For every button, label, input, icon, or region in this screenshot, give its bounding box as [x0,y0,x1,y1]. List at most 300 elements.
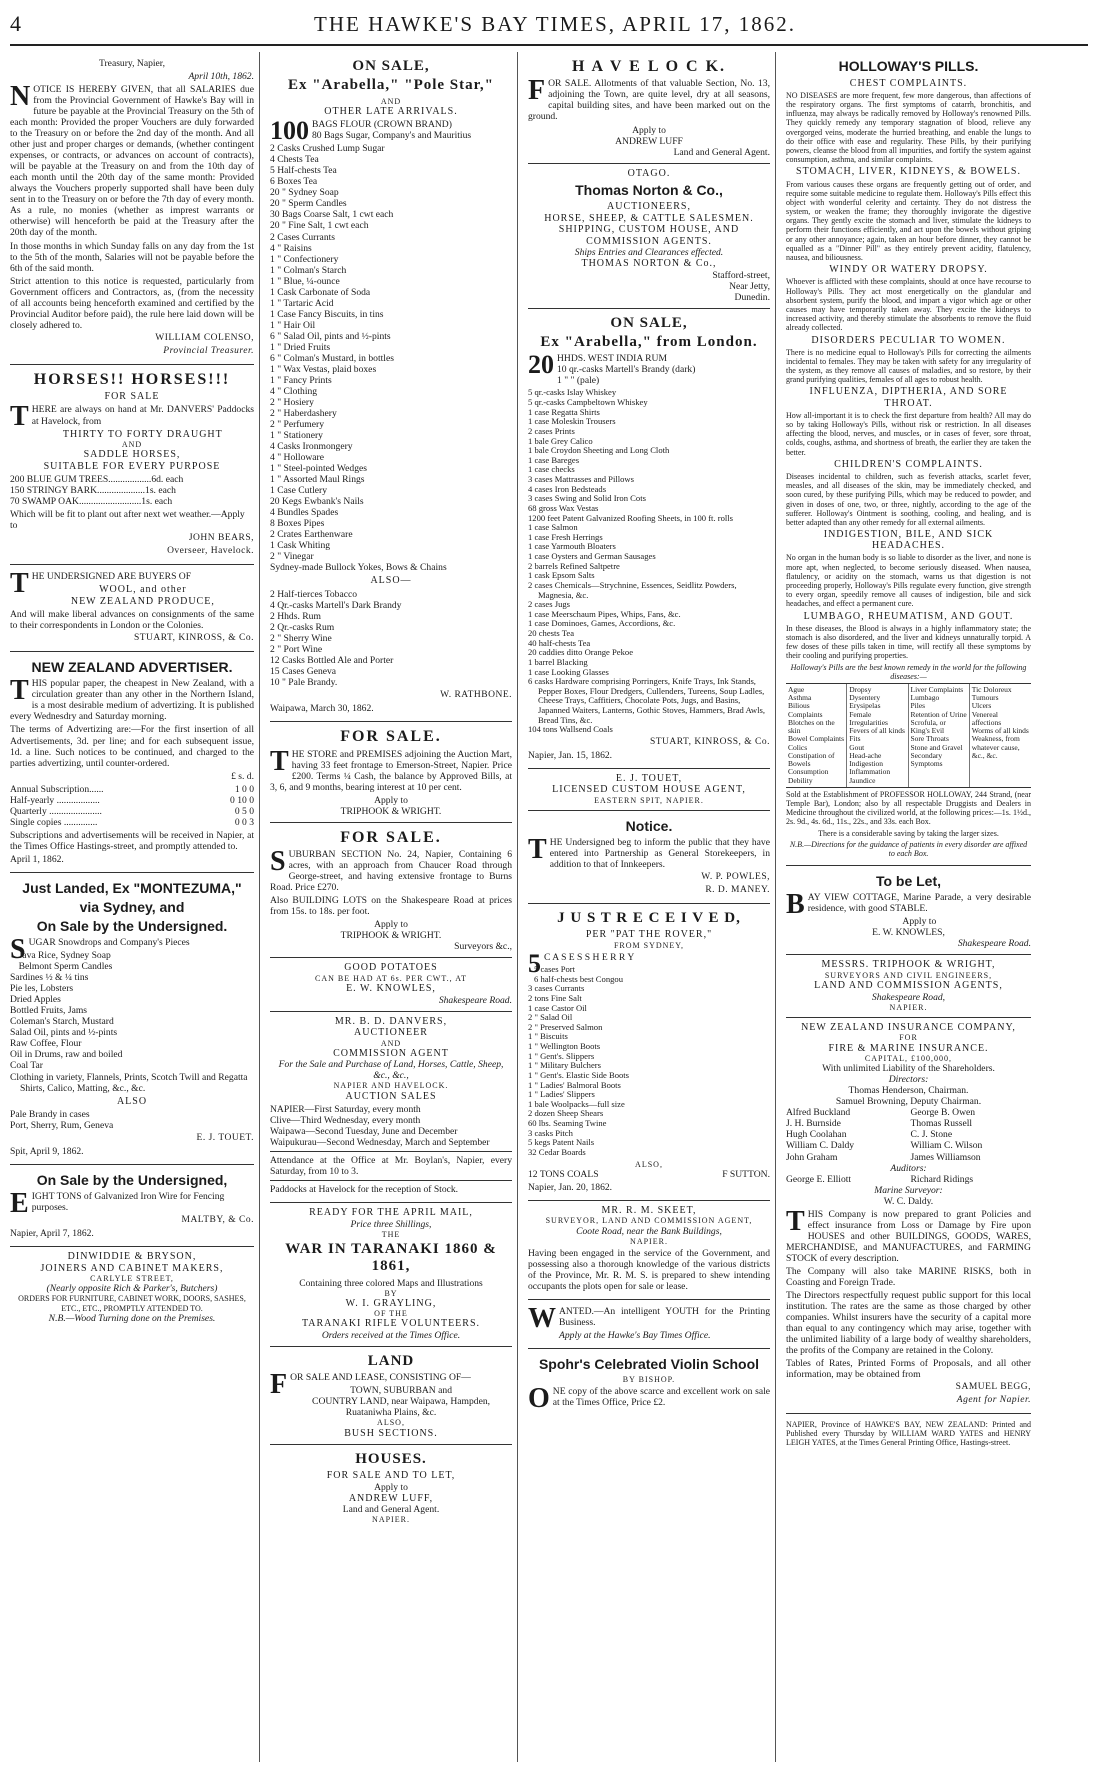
list-item: 1 case Dominoes, Games, Accordions, &c. [528,618,676,629]
goods-list [10,950,254,1093]
ad-line: Containing three colored Maps and Illustrations [299,1277,483,1289]
list-item: 3 cases Mattrasses and Pillows [528,474,634,485]
table-cell: Gout [849,742,865,752]
signature-role: Provincial Treasurer. [163,345,254,356]
page-number: 4 [10,11,22,36]
ad-heading: Just Landed, Ex "MONTEZUMA," [22,879,242,896]
table-cell: Weakness, from whatever cause, &c., &c. [971,734,1020,760]
ad-line: OTAGO. [627,167,671,179]
rate-row [10,817,254,828]
section-heading: LUMBAGO, RHEUMATISM, AND GOUT. [803,610,1014,622]
list-item: Oil in Drums, raw and boiled [10,1049,123,1061]
ad-line: OTHER LATE ARRIVALS. [324,105,458,117]
ad-body: OR SALE. Allotments of that valuable Section, No. 13, adjoining the Town, are quite level, dry at all seasons, capital building sites, and have been marked out on the ground. [528,78,770,123]
rate-value: 0 10 0 [230,794,254,806]
treasury-notice [10,52,254,365]
list-item: George B. Owen [910,1107,976,1119]
list-item: 1 " Blue, ¼-ounce [270,275,340,287]
apply-line: Apply at the Hawke's Bay Times Office. [559,1329,711,1341]
list-item: 1 case Salmon [528,522,578,533]
ad-body: Diseases incidental to children, such as feverish attacks, scarlet fever, measles, and all diseases of the skin, may be immediately checked, and soon cured, by these purifying Pills, which may be reduced to powder, and given in doses of one, two, or three, nightly, according to the age of the sufferer. Holloway's Ointment is soothing, cooling, and healing, and is better adapted than any other remedy for all external ailments. [786,471,1031,527]
ad-heading: via Sydney, and [79,898,185,915]
list-item: 2 " Preserved Salmon [528,1021,603,1032]
section-heading: STOMACH, LIVER, KIDNEYS, & BOWELS. [796,166,1021,178]
list-item: C. J. Stone [910,1129,953,1141]
list-item: 1 " Colman's Starch [270,264,347,276]
ad-line: Orders received at the Times Office. [321,1329,461,1341]
ad-line: MR. B. D. DANVERS, [334,1015,448,1027]
table-cell: Fits [849,734,861,744]
signature: STUART, KINROSS, & Co. [649,736,770,747]
ad-body: OR SALE AND LEASE, CONSISTING OF— [290,1372,471,1384]
drop-cap: T [270,745,289,777]
imprint [786,1414,1031,1455]
ad-line: E. W. KNOWLES, [346,983,436,995]
ad-body: ANTED.—An intelligent YOUTH for the Printing Business. [559,1305,770,1328]
list-item: Pie les, Lobsters [10,983,74,995]
table-cell: Consumption [788,767,829,777]
ad-line: Samuel Browning, Deputy Chairman. [835,1096,982,1108]
ad-body: The Company will also take MARINE RISKS, both in Coasting and Foreign Trade. [786,1265,1031,1288]
diseases-column [970,684,1031,787]
goods-list [270,589,512,688]
signature: W. RATHBONE. [440,690,512,701]
table-cell: Bilious Complaints [788,701,823,719]
ad-line: HORSE, SHEEP, & CATTLE SALESMEN. [544,212,754,224]
list-item: 1 " Fancy Prints [270,374,332,386]
danvers-ad [270,1012,512,1204]
table-cell: Constipation of Bowels [788,750,835,769]
list-item: 12 Casks Bottled Ale and Porter [270,655,394,667]
ad-line: CAPITAL, £100,000, [864,1054,953,1064]
land-ad [270,1347,512,1445]
list-item: 1 bale Croydon Sheeting and Long Cloth [528,445,670,456]
ad-line: AND [380,96,402,106]
table-cell: Dysentery [849,693,881,703]
ad-terms: The terms of Advertizing are:—For the first insertion of all Advertisements, 3d. per line; and for each subsequent issue, 1d. a line. Such notices to be continued, and charged to the parties advertizing, until counter-ordered. [10,724,254,769]
havelock-ad [528,52,770,164]
drop-cap: S [270,846,286,878]
list-item: 1 " Military Bulchers [528,1060,601,1071]
ad-line: NAPIER. [889,1002,928,1012]
apply-line: Apply to [632,124,666,136]
ad-line: Coote Road, near the Bank Buildings, [576,1225,722,1237]
ad-line: With unlimited Liability of the Shareholders. [822,1063,995,1075]
list-item: 1 cask Epsom Salts [528,570,595,581]
section-heading: CHEST COMPLAINTS. [849,77,968,89]
ad-date: Napier, Jan. 15, 1862. [528,749,613,761]
list-item: 5 cases Port [534,964,576,975]
list-item: 1 bale Grey Calico [528,435,593,446]
ad-heading: To be Let, [875,873,942,890]
montezuma-ad [10,873,254,1165]
ad-line: AUCTIONEER [354,1027,428,1039]
list-item: 20 " Fine Salt, 1 cwt each [270,220,369,232]
list-item: 1 case checks [528,464,575,475]
rates-header: £ s. d. [231,770,254,782]
signature-role: Land and General Agent. [673,146,770,158]
list-item: 4 " Holloware [270,452,325,464]
table-cell: Bowel Complaints [788,734,845,744]
ad-line: HE UNDERSIGNED ARE BUYERS OF [31,571,192,583]
drop-number: 100 [270,116,309,146]
list-item: Thomas Russell [910,1118,973,1130]
ad-line: NEW ZEALAND PRODUCE, [70,595,215,607]
list-item: Bottled Fruits, Jams [10,1005,88,1017]
list-item: 1200 feet Patent Galvanized Roofing Sheets, in 100 ft. rolls [528,512,734,523]
rate-label: Half-yearly .................. [10,794,100,806]
ad-body: NO DISEASES are more frequent, few more dangerous, than affections of the respiratory organs. The first symptoms of catarrh, bronchitis, and influenza, may always be radically removed by Holloway's renowned Pills. They quickly remedy any temporary stagnation of blood, relieve any overgorged veins, moderate the hurried breathing, and enable the lungs to do their office with ease and regularity. These Pills, by their purifying powers, cleanse the blood from all impurities, and fortify the system against consumption, asthma, and similar complaints. [786,90,1031,165]
list-item: Salad Oil, pints and ½-pints [10,1027,118,1039]
ad-line: Near Jetty, [729,280,770,292]
list-item: Raw Coffee, Flour [10,1038,82,1050]
signature: E. J. TOUET. [196,1133,254,1144]
directors-list [786,1107,1031,1162]
ad-heading: Notice. [625,818,673,835]
ad-body: Also BUILDING LOTS on the Shakespeare Road at prices from 15s. to 18s. per foot. [270,895,512,918]
table-cell: Female Irregularities [849,709,888,727]
ad-line: JOINERS AND CABINET MAKERS, [40,1262,224,1274]
list-item: 6 " Colman's Mustard, in bottles [270,352,394,364]
partnership-notice [528,811,770,904]
ad-line: Stafford-street, [712,269,770,281]
ad-heading: H A V E L O C K. [571,58,727,75]
ad-heading: FOR SALE. [340,828,442,846]
list-item: 4 Casks Ironmongery [270,441,353,453]
ad-line: PER "PAT THE ROVER," [585,929,713,941]
list-item: 1 case Looking Glasses [528,666,609,677]
signature: MALTBY, & Co. [181,1215,254,1226]
signature: R. D. MANEY. [705,885,770,896]
list-item: 4 Chests Tea [270,154,319,166]
list-item: 60 lbs. Seaming Twine [528,1118,607,1129]
rate-row [10,795,254,806]
also-label: ALSO— [370,575,412,587]
list-item: 68 gross Wax Vestas [528,502,599,513]
store-for-sale-ad [270,722,512,823]
goods-list [528,388,770,735]
ad-line: Shakespeare Road. [438,994,512,1006]
list-item: 1 Cask Whiting [270,540,331,552]
list-item: 1 " Stationery [270,430,323,442]
list-item: 150 STRINGY BARK....................1s. each [10,485,176,497]
also-label: ALSO, [635,1159,663,1169]
list-item: J. H. Burnside [786,1118,841,1130]
iron-wire-ad [10,1165,254,1247]
list-item: 6 casks Hardware comprising Porringers, Knife Trays, Ink Stands, Pepper Boxes, Flour Dredgers, Cullenders, Tureens, Soup Ladles, Cheese Trays, Caffitiers, Chocolate Pots, Jugs, and Basins, Japanned Waiters, Lanterns, Gothic Stoves, Hammers, Brad Awls, Bread Tins, &c. [528,676,766,725]
table-cell: Debility [788,775,813,785]
suburban-for-sale-ad [270,823,512,959]
thomas-norton-ad [528,164,770,309]
table-cell: Scrofula, or King's Evil [910,717,946,736]
list-item: 10 qr.-casks Martell's Brandy (dark) [557,364,696,376]
list-item: 1 " Gent's. Elastic Side Boots [528,1069,630,1080]
ad-body: Attendance at the Office at Mr. Boylan's, Napier, every Saturday, from 10 to 3. [270,1155,512,1178]
rate-row [10,806,254,817]
ad-body: HERE are always on hand at Mr. DANVERS' Paddocks at Havelock, from [31,404,254,427]
list-item: 3 casks Pitch [528,1127,573,1138]
list-item: Waipawa—Second Tuesday, June and December [270,1126,458,1138]
rate-value: 0 0 3 [234,816,254,828]
list-item: 200 BLUE GUM TREES..................6d. each [10,474,184,486]
list-item: 1 Case Fancy Biscuits, in tins [270,308,384,320]
list-item: Hugh Coolahan [786,1129,847,1141]
dinwiddie-ad [10,1247,254,1329]
ad-heading: LAND [367,1352,415,1369]
list-item: 1 " " (pale) [557,375,600,387]
ad-body: From various causes these organs are frequently getting out of order, and require some suitable medicine to regulate them. Holloway's Pills effect this object with wonderful celerity and certainty. They do not distress the system, or weaken the frame; they thoroughly invigorate the digestive organs. They gently excite the stomach and liver, stimulate the kidneys to perform their functions efficiently, and act upon the bowels without griping or any other annoyance; again, taken an hour before dinner, they cannot be equalled as a "Dinner Pill" as they entirely prevent acidity, flatulency, nausea, and biliousness. [786,179,1031,263]
list-item: 2 Crates Earthenware [270,529,353,541]
ad-heading: ON SALE, [610,314,688,331]
ad-line: THOMAS NORTON & Co., [581,258,717,270]
list-item: Coal Tar [10,1060,43,1072]
ad-line: Land and General Agent. [342,1504,440,1516]
ad-line: OF THE [374,1309,408,1319]
ad-line: NAPIER AND HAVELOCK. [333,1081,449,1091]
drop-cap: N [10,81,31,113]
table-cell: Dropsy [849,684,872,694]
ad-heading: HOUSES. [355,1451,427,1468]
list-item: 1 Case Cutlery [270,485,328,497]
columns [10,46,1088,1762]
table-cell: Colics [788,742,808,752]
signature-role: Surveyors &c., [454,941,512,953]
ad-body: AY VIEW COTTAGE, Marine Parade, a very desirable residence, with good STABLE. [807,892,1031,915]
ad-line: TOWN, SUBURBAN and [350,1385,452,1397]
masthead [10,4,1088,46]
ad-line: LAND AND COMMISSION AGENTS, [814,980,1003,992]
table-cell: Ague [788,684,805,694]
ad-body: HE STORE and PREMISES adjoining the Auction Mart, having 33 feet frontage to Emerson-Street, Napier. Price £200. Terms ¼ Cash, the balance by Approved Bills, at 3, 6, and 9 months, bearing interest at 10 per cent. [270,748,512,793]
rate-label: Single copies .............. [10,816,98,828]
ad-heading: Ex "Arabella," "Pole Star," [288,77,494,94]
list-item: 2 Half-tierces Tobacco [270,588,358,600]
ad-heading: On Sale by the Undersigned, [36,1172,228,1189]
imprint-text: NAPIER, Province of HAWKE'S BAY, NEW ZEALAND: Printed and Published every Thursday by WILLIAM WARD YATES and HENRY LEIGH YATES, at the Times General Printing Office, Hastings-street. [786,1419,1031,1448]
list-item: 5 kegs Patent Nails [528,1137,595,1148]
table-cell: Ulcers [971,701,992,711]
list-item: 4 Qr.-casks Martell's Dark Brandy [270,600,402,611]
ad-line: ALSO, [377,1418,405,1428]
table-cell: Secondary Symptoms [910,750,943,769]
table-cell: Jaundice [849,775,876,785]
ad-line: Shakespeare Road, [871,991,946,1003]
ad-line: SURVEYOR, LAND AND COMMISSION AGENT, [545,1216,753,1226]
list-item: 1 case Regatta Shirts [528,406,600,417]
skeet-ad [528,1201,770,1300]
list-item: 2 tons Fine Salt [528,992,582,1003]
insurance-ad [786,1018,1031,1414]
houses-ad [270,1445,512,1530]
ad-heading: WAR IN TARANAKI 1860 & 1861, [285,1241,497,1275]
ad-body: Paddocks at Havelock for the reception of Stock. [270,1184,459,1196]
list-item: 1 " Biscuits [528,1031,568,1042]
column-3 [528,52,776,1762]
drop-cap: T [528,834,547,866]
list-item: 3 cases Currants [528,983,585,994]
ad-line: TARANAKI RIFLE VOLUNTEERS. [301,1318,481,1330]
ad-line: Apply to [374,1481,408,1493]
rate-label: Quarterly ...................... [10,805,102,817]
ad-heading: Spohr's Celebrated Violin School [538,1355,760,1372]
list-item: 2 " Hosiery [270,396,314,408]
diseases-column [786,684,847,787]
table-cell: Fevers of all kinds [849,726,905,736]
ad-line: FOR SALE AND TO LET, [326,1470,456,1482]
apply-line: Apply to [374,794,408,806]
ad-line: SURVEYORS AND CIVIL ENGINEERS, [824,970,993,980]
ad-date: Napier, April 7, 1862. [10,1228,94,1240]
ad-line: FROM SYDNEY, [613,940,685,950]
ad-line: BY BISHOP. [622,1375,676,1385]
list-item: 1 " Ladies' Slippers [528,1089,595,1100]
ad-line: SADDLE HORSES, [83,449,181,461]
list-item: 2 " Salad Oil [528,1012,573,1023]
ad-body: IGHT TONS of Galvanized Iron Wire for Fencing purposes. [31,1191,225,1214]
diseases-column [909,684,970,787]
ad-heading: On Sale by the Undersigned. [36,918,228,935]
list-item: 1 barrel Blacking [528,656,588,667]
rate-row [10,784,254,795]
list-item: 1 " Wellington Boots [528,1041,601,1052]
list-item: 1 case Meerschaum Pipes, Whips, Fans, &c. [528,608,681,619]
list-item: UGAR Snowdrops and Company's Pieces [28,937,190,949]
ad-date: April 1, 1862. [10,853,64,865]
ad-line: N.B.—Wood Turning done on the Premises. [48,1312,216,1324]
list-item: 4 Bundles Spades [270,507,339,519]
ad-line: COUNTRY LAND, near Waipawa, Hampden, Ruataniwha Plains, &c. [312,1396,491,1419]
list-item: 5 Half-chests Tea [270,165,337,177]
list-item: 5 qr.-casks Campbeltown Whiskey [528,397,648,408]
list-item: 1 Cask Carbonate of Soda [270,286,371,298]
ad-line: For the Sale and Purchase of Land, Horses, Cattle, Sheep, &c., &c., [278,1059,504,1082]
rate-value: 0 5 0 [234,805,254,817]
ad-line: GOOD POTATOES [344,962,438,974]
drop-cap: T [10,568,29,600]
ad-line: AND [121,440,143,450]
ad-line: Directors: [888,1074,929,1086]
ad-body: Whoever is afflicted with these complaints, should at once have recourse to Holloway's Pills. They act most energetically on the glandular and absorbent system, purify the blood, and impart a vigor which age or other causes may have temporarily taken away. They excite the kidneys to increased activity, and thereby stimulate the absorbents to remove the fluid already collected. [786,277,1031,333]
pat-the-rover-ad [528,904,770,1201]
coals-line [528,1169,770,1180]
ad-note: N.B.—Directions for the guidance of patients in every disorder are affixed to each Box. [789,839,1028,859]
list-item: Waipukurau—Second Wednesday, March and September [270,1137,490,1149]
list-item: Port, Sherry, Rum, Geneva [10,1120,114,1132]
list-item: 10 " Pale Brandy. [270,677,338,689]
ad-line: BUSH SECTIONS. [344,1427,438,1439]
holloway-pills-ad [786,52,1031,866]
ad-line: ORDERS FOR FURNITURE, CABINET WORK, DOORS, SASHES, ETC., ETC., PROMPTLY ATTENDED TO. [18,1294,246,1313]
signature-role: Overseer, Havelock. [167,546,254,557]
drop-cap: F [528,75,546,107]
triphook-wright-ad [786,955,1031,1017]
drop-cap: T [10,401,29,433]
column-1 [10,52,260,1762]
date: April 10th, 1862. [188,71,254,83]
table-cell: Blotches on the skin [788,717,835,736]
list-item: 8 Boxes Pipes [270,518,325,530]
notice-para: In those months in which Sunday falls on any day from the 1st to the 5th of the month, Salaries will not be payable before the 6th of the said month. [10,240,254,274]
list-item: 1 case Castor Oil [528,1002,587,1013]
signature: STUART, KINROSS, & Co. [133,633,254,644]
signature: TRIPHOOK & WRIGHT. [340,930,442,942]
sales-list [270,1104,512,1148]
ad-date: Waipawa, March 30, 1862. [270,703,374,715]
table-cell: Tic Doloreux [971,684,1012,694]
table-cell: Head-ache [849,750,882,760]
signature: SAMUEL BEGG, [955,1382,1031,1393]
table-cell: Retention of Urine [910,709,967,719]
list-item: 4 cases Iron Bedsteads [528,483,607,494]
ad-heading: ON SALE, [352,58,430,74]
list-item: Richard Ridings [910,1173,974,1185]
list-item: 2 dozen Sheep Shears [528,1108,604,1119]
list-item: 20 Kegs Ewbank's Nails [270,496,364,508]
newspaper-title: THE HAWKE'S BAY TIMES, APRIL 17, 1862. [314,11,796,36]
war-in-taranaki-ad [270,1203,512,1347]
ad-line: WOOL, and other [99,584,187,596]
signature-role: Shakespeare Road. [957,938,1031,950]
list-item: 15 Cases Geneva [270,666,337,678]
signature: JOHN BEARS, [188,533,254,544]
section-heading: INDIGESTION, BILE, AND SICK HEADACHES. [823,529,994,552]
table-cell: Lumbago [910,693,940,703]
list-item: 2 " Vinegar [270,551,314,563]
ad-line: MR. R. M. SKEET, [601,1204,697,1216]
ad-heading: FOR SALE. [340,728,442,746]
london-arabella-ad [528,309,770,769]
notice-para: Strict attention to this notice is requested, particularly from Government officers and Contractors, as, (from the necessity of all accounts being henceforth examined and certified by the Provincial Auditor before paid), the rule here laid down will be closely adhered to. [10,275,254,331]
table-cell: Tumours [971,693,999,703]
ad-body: Tables of Rates, Printed Forms of Proposals, and all other information, may be obtained from [786,1358,1031,1381]
list-item: 1 " Confectionery [270,253,339,265]
ad-note: Subscriptions and advertisements will be received in Napier, at the Times Office Hastings-street, and promptly attended to. [10,829,254,852]
drop-cap: F [270,1369,288,1401]
list-item: 4 " Raisins [270,242,312,254]
list-item: 12 TONS COALS [528,1168,599,1180]
list-item: 2 " Perfumery [270,419,325,431]
table-cell: Sore Throats [910,734,949,744]
list-item: 2 cases Prints [528,425,575,436]
list-item: Clothing in variety, Flannels, Prints, Scotch Twill and Regatta Shirts, Calico, Matting, &c., &c. [10,1071,248,1094]
ad-body: There is no medicine equal to Holloway's Pills for correcting the ailments incidental to females. They may be taken with safety for any irregularity of the system, as they remove all causes of maladies, and so restore, by their grand purifying qualities, females of all ages to robust health. [786,347,1031,385]
list-item: 20 chests Tea [528,628,575,639]
ad-body: In these diseases, the Blood is always in a highly inflammatory state; the stomach is also disordered, and the liver and kidneys unnaturally torpid. A few doses of these pills taken in time, will rectify all these symptoms by their cooling and purifying properties. [786,623,1031,661]
ad-heading: HOLLOWAY'S PILLS. [838,58,979,74]
list-item: 1 " Wax Vestas, plaid boxes [270,363,377,375]
section-heading: INFLUENZA, DIPTHERIA, AND SORE THROAT. [809,386,1008,409]
wool-buyers-ad [10,565,254,652]
ad-line: THIRTY TO FORTY DRAUGHT [62,428,223,440]
drop-number: 5 [528,949,541,979]
notice-body: OTICE IS HEREBY GIVEN, that all SALARIES due from the Provincial Government of Hawke's Bay will in future be payable at the Provincial Treasury on the 5th of each month: Provided the proper Vouchers are duly forwarded to the Treasury on or before the 2nd day of the month. And all other just and proper charges or demands, (whether contingent expenses, or contracts, or advances on account of contracts), will be payable at the Treasury on and from the 10th day of each month until the 20th day of the same month: Provided always the Vouchers properly supported shall have been duly sent in to the Treasury on or before the 7th day of every month. As a rule, no monies (whether as imprest warrants or otherwise) will henceforth be paid at the Treasury after the 20th day of the month. [10,84,254,239]
ad-line: AUCTIONEERS, [607,201,691,213]
list-item: James Williamson [910,1151,981,1163]
signature: W. P. POWLES, [701,872,770,883]
wanted-ad [528,1300,770,1349]
list-item: George E. Elliott [786,1173,852,1185]
list-item: 1 case Bareges [528,454,580,465]
list-item: 32 Cedar Boards [528,1146,586,1157]
table-cell: Erysipelas [849,701,881,711]
section-heading: WINDY OR WATERY DROPSY. [829,264,988,276]
drop-cap: T [786,1205,805,1237]
ad-line: FIRE & MARINE INSURANCE. [828,1042,989,1054]
table-cell: Venereal affections [971,709,1002,727]
ad-line: DINWIDDIE & BRYSON, [67,1251,197,1263]
list-item: Belmont Sperm Candles [18,961,113,973]
table-title: Holloway's Pills are the best known remedy in the world for the following diseases:— [790,662,1027,681]
